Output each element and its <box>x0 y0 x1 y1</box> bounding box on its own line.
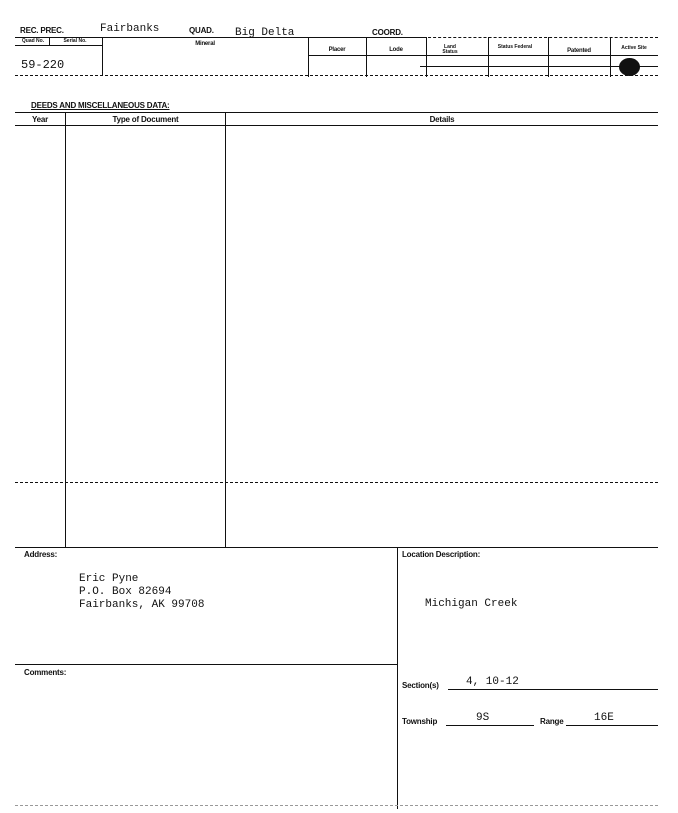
location-value: Michigan Creek <box>425 598 518 610</box>
address-block <box>79 573 204 612</box>
col-quad-no: Quad No. <box>21 38 45 44</box>
address-name: Eric Pyne <box>79 573 139 585</box>
quad-value: Big Delta <box>235 27 295 39</box>
range-label: Range <box>540 717 564 726</box>
divider <box>426 37 427 77</box>
rec-prec-label: REC. PREC. <box>20 26 64 35</box>
card-bottom-edge <box>15 805 658 806</box>
deeds-type-header: Type of Document <box>112 115 179 124</box>
quad-no-value: 59-220 <box>21 58 65 72</box>
sections-underline <box>448 689 658 690</box>
deeds-top-rule <box>15 112 658 113</box>
active-site-mark <box>619 58 640 76</box>
deeds-year-header: Year <box>31 115 49 124</box>
divider <box>366 37 367 77</box>
divider <box>308 37 309 77</box>
col-land-status: Land Status <box>442 44 458 55</box>
divider <box>102 37 103 75</box>
col-patented: Patented <box>567 48 591 54</box>
col-lode: Lode <box>389 47 403 53</box>
location-divider <box>397 547 398 809</box>
range-value: 16E <box>594 712 614 724</box>
col-mineral: Mineral <box>195 41 215 47</box>
comments-label: Comments: <box>24 668 67 677</box>
deeds-title: DEEDS AND MISCELLANEOUS DATA: <box>31 101 170 110</box>
township-underline <box>446 725 534 726</box>
divider <box>610 37 611 77</box>
deeds-dashed-rule <box>15 482 658 483</box>
address-city: Fairbanks, AK 99708 <box>79 599 205 611</box>
address-label: Address: <box>24 550 58 559</box>
location-label: Location Description: <box>402 550 481 559</box>
divider <box>548 37 549 77</box>
deeds-header-rule <box>15 125 658 126</box>
address-po-box: P.O. Box 82694 <box>79 586 172 598</box>
col-active: Active Site <box>621 45 647 51</box>
header-rule-dashed <box>423 37 658 38</box>
col-status-federal: Status Federal <box>497 44 533 50</box>
sections-value: 4, 10-12 <box>466 676 519 688</box>
quad-label: QUAD. <box>189 26 214 35</box>
col-serial-no: Serial No. <box>63 38 87 44</box>
sections-label: Section(s) <box>402 681 439 690</box>
range-underline <box>566 725 658 726</box>
rec-prec-value: Fairbanks <box>100 23 160 35</box>
comments-rule <box>15 664 397 665</box>
coord-label: COORD. <box>372 28 403 37</box>
col-placer: Placer <box>328 47 346 53</box>
township-value: 9S <box>476 712 490 724</box>
divider <box>488 37 489 77</box>
quad-header-rule <box>15 45 103 46</box>
divider <box>49 37 50 45</box>
deeds-details-header: Details <box>429 115 455 124</box>
record-bottom-dashed <box>15 75 658 76</box>
status-header-rule <box>308 55 658 56</box>
deeds-bottom-rule <box>15 547 658 548</box>
township-label: Township <box>402 717 438 726</box>
